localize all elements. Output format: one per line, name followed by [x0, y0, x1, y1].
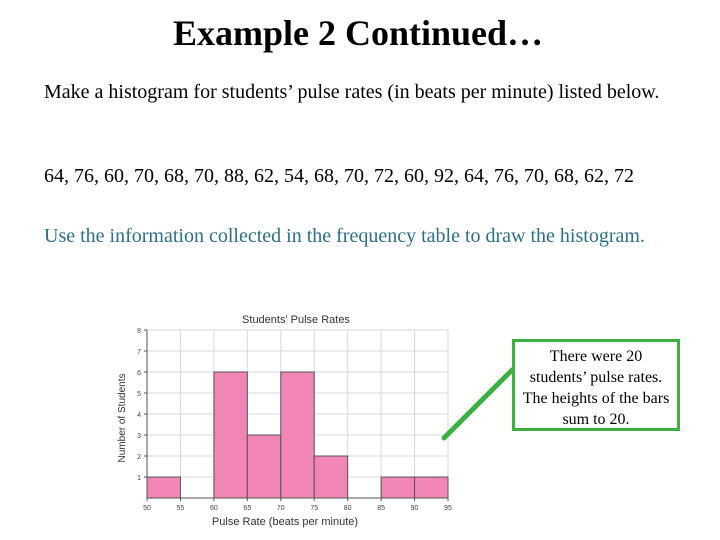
y-tick-label: 4: [137, 412, 141, 419]
histogram-bar-75-80: [314, 456, 347, 498]
histogram-bar-65-70: [247, 435, 280, 498]
y-tick-label: 1: [137, 475, 141, 482]
x-tick-label: 65: [243, 505, 252, 512]
x-tick-label: 50: [143, 505, 151, 512]
x-tick-label: 80: [343, 505, 352, 512]
histogram-bar-60-65: [214, 372, 247, 498]
page-title: Example 2 Continued…: [172, 13, 544, 53]
callout-box: There were 20 students’ pulse rates. The heights of the bars sum to 20.: [512, 339, 680, 431]
histogram-bar-85-90: [381, 477, 414, 498]
y-tick-label: 6: [137, 370, 141, 377]
x-tick-label: 55: [176, 505, 185, 512]
y-tick-label: 7: [137, 349, 141, 356]
y-tick-label: 3: [137, 433, 141, 440]
data-list-text: 64, 76, 60, 70, 68, 70, 88, 62, 54, 68, 70, 72, 60, 92, 64, 76, 70, 68, 62, 72: [44, 165, 634, 187]
x-tick-label: 75: [310, 505, 319, 512]
y-axis-label: Number of Students: [117, 373, 128, 463]
instruction-text: Make a histogram for students’ pulse rates (in beats per minute) listed below.: [44, 81, 660, 103]
y-tick-label: 5: [137, 391, 141, 398]
histogram-bar-70-75: [281, 372, 314, 498]
x-tick-label: 60: [209, 505, 218, 512]
histogram-bar-90-95: [415, 477, 448, 498]
histogram-chart: [110, 300, 470, 532]
direction-text: Use the information collected in the frequency table to draw the histogram.: [44, 225, 645, 247]
y-tick-label: 2: [137, 454, 141, 461]
x-tick-label: 70: [276, 505, 285, 512]
y-tick-label: 8: [137, 328, 141, 335]
x-axis-label: Pulse Rate (beats per minute): [211, 516, 359, 528]
x-tick-label: 90: [410, 505, 419, 512]
histogram-bar-50-55: [147, 477, 180, 498]
x-tick-label: 85: [377, 505, 386, 512]
chart-title: Students' Pulse Rates: [242, 314, 350, 326]
x-tick-label: 95: [444, 505, 452, 512]
